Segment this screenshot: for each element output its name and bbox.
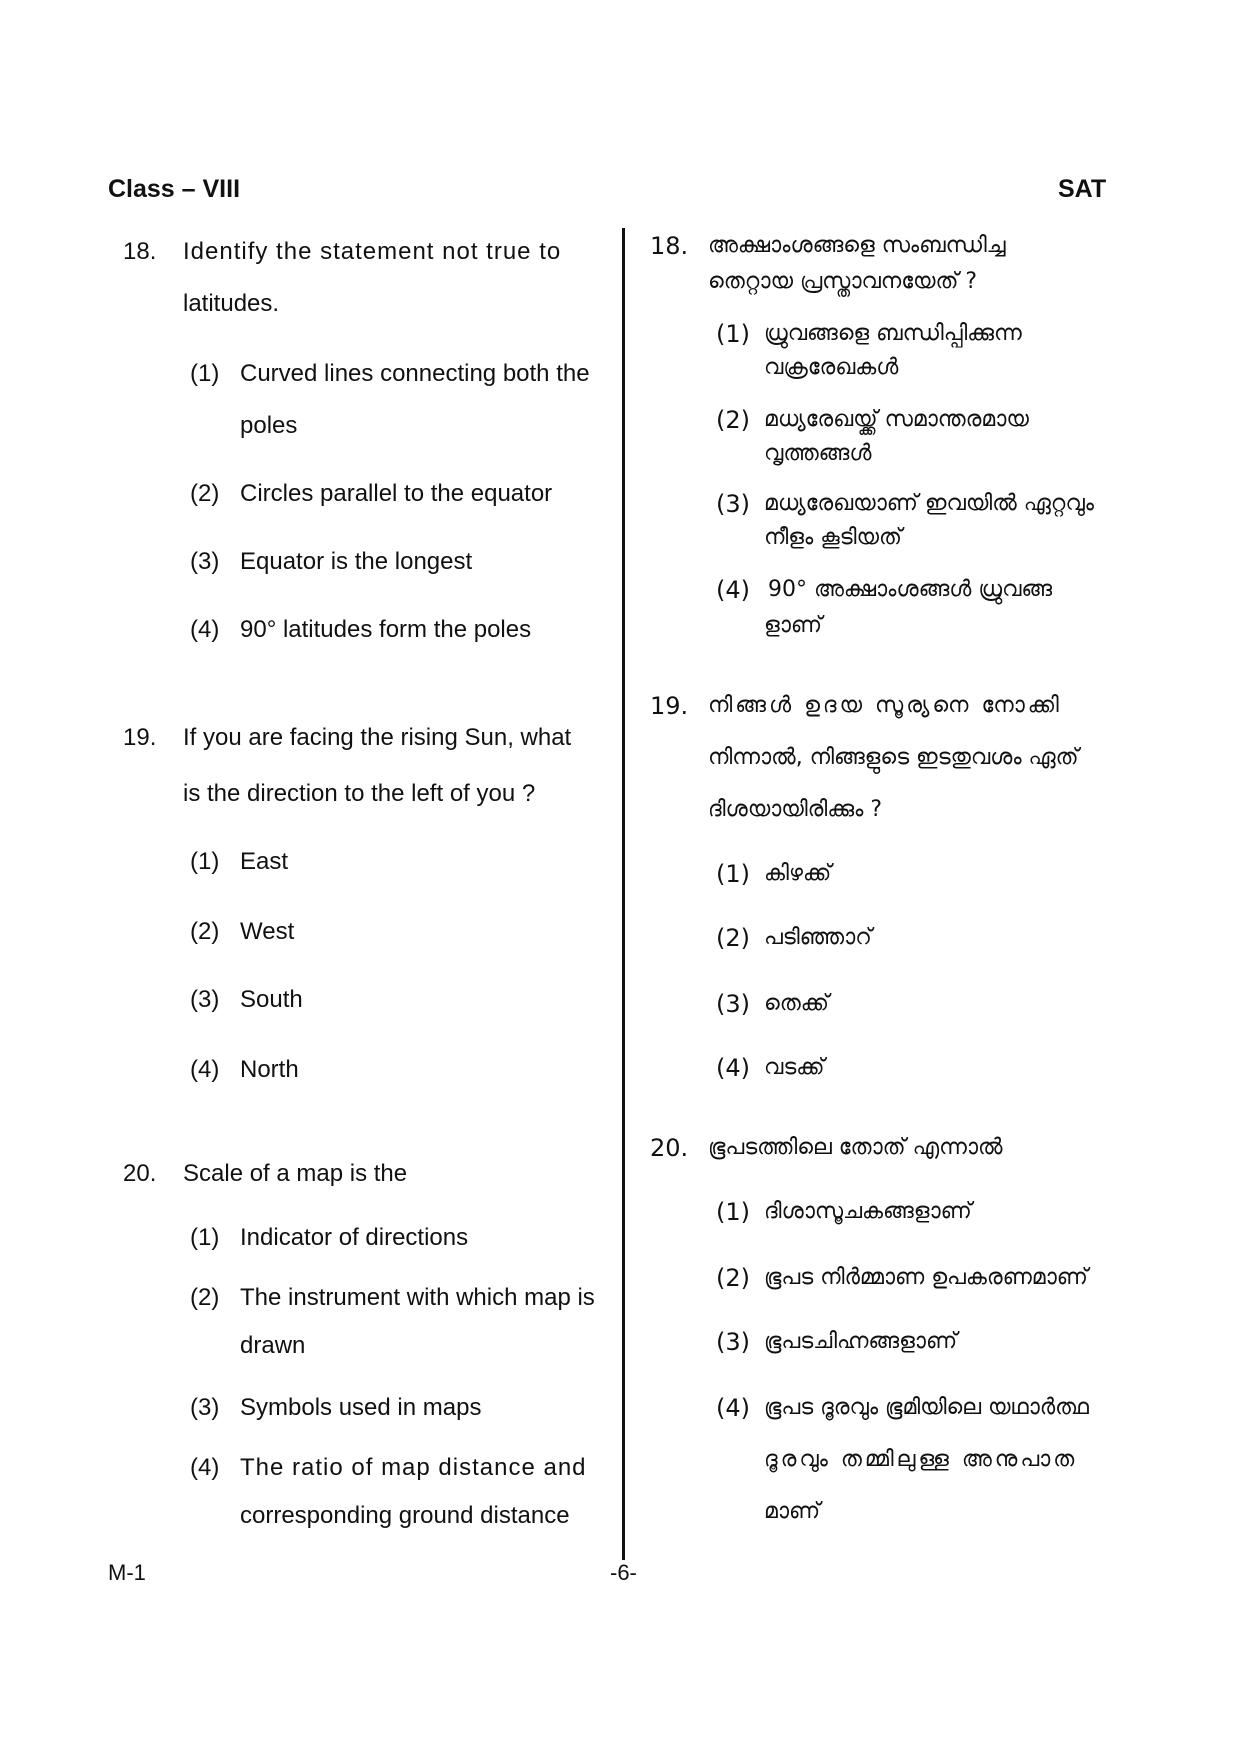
option-text: ഭൂപട ദൂരവും ഭൂമിയിലെ യഥാർത്ഥ <box>764 1395 1089 1420</box>
question-number: 18. <box>123 238 157 265</box>
option-text: South <box>240 986 303 1013</box>
option-text: വടക്ക് <box>764 1055 825 1080</box>
option-text: Symbols used in maps <box>240 1394 482 1421</box>
option-text: poles <box>240 412 298 439</box>
question-number: 19. <box>650 692 689 720</box>
option-text: വൃത്തങ്ങൾ <box>764 441 872 466</box>
option-number: (2) <box>190 1284 220 1311</box>
option-text: മധ്യരേഖയ്ക്ക് സമാന്തരമായ <box>764 407 1029 432</box>
option-text: 90° latitudes form the poles <box>240 616 532 643</box>
option-number: (1) <box>716 860 750 888</box>
option-text: North <box>240 1056 299 1083</box>
question-number: 18. <box>650 232 689 260</box>
question-number: 20. <box>650 1134 689 1162</box>
option-text: മാണ് <box>764 1499 821 1524</box>
question-text: ദിശയായിരിക്കും ? <box>708 797 882 822</box>
option-text: Circles parallel to the equator <box>240 480 553 507</box>
option-number: (3) <box>190 986 220 1013</box>
option-number: (4) <box>716 1394 750 1422</box>
option-number: (1) <box>190 1224 220 1251</box>
option-text: വക്രരേഖകൾ <box>764 355 899 380</box>
column-divider <box>622 228 625 1560</box>
option-number: (3) <box>716 990 750 1018</box>
option-text: കിഴക്ക് <box>764 861 832 886</box>
paper-code: M-1 <box>108 1560 146 1585</box>
option-text: ദൂരവും തമ്മിലുള്ള അനുപാത <box>764 1447 1078 1472</box>
option-text: മധ്യരേഖയാണ് ഇവയിൽ ഏറ്റവും <box>764 491 1094 516</box>
option-number: (2) <box>190 918 220 945</box>
option-text: ദിശാസൂചകങ്ങളാണ് <box>764 1199 972 1224</box>
option-number: (4) <box>716 1054 750 1082</box>
option-number: (4) <box>716 576 750 604</box>
question-text: ഭൂപടത്തിലെ തോത് എന്നാൽ <box>708 1135 1003 1160</box>
option-text: Equator is the longest <box>240 548 473 575</box>
option-text: The instrument with which map is <box>240 1284 595 1311</box>
option-number: (1) <box>190 360 220 387</box>
option-number: (3) <box>190 1394 220 1421</box>
option-number: (2) <box>716 406 750 434</box>
option-number: (4) <box>190 1056 220 1083</box>
option-text: ധ്രുവങ്ങളെ ബന്ധിപ്പിക്കുന്ന <box>764 321 1022 346</box>
option-number: (3) <box>716 490 750 518</box>
question-text: Scale of a map is the <box>183 1160 408 1187</box>
option-text: 90° അക്ഷാംശങ്ങൾ ധ്രുവങ്ങ <box>768 577 1053 602</box>
option-text: Curved lines connecting both the <box>240 360 590 387</box>
option-number: (4) <box>190 616 220 643</box>
option-text: തെക്ക് <box>764 991 829 1016</box>
question-text: അക്ഷാംശങ്ങളെ സംബന്ധിച്ച <box>708 233 1006 258</box>
exam-label: SAT <box>1058 175 1107 203</box>
option-number: (2) <box>190 480 220 507</box>
option-text: ഭൂപട നിർമ്മാണ ഉപകരണമാണ് <box>764 1265 1088 1290</box>
option-number: (2) <box>716 1264 750 1292</box>
question-text: is the direction to the left of you ? <box>183 780 536 807</box>
option-text: East <box>240 848 289 875</box>
option-number: (3) <box>190 548 220 575</box>
option-text: drawn <box>240 1332 306 1359</box>
option-number: (2) <box>716 924 750 952</box>
question-text: latitudes. <box>183 290 280 317</box>
option-text: The ratio of map distance and <box>240 1454 587 1481</box>
option-text: West <box>240 918 295 945</box>
option-text: corresponding ground distance <box>240 1502 570 1529</box>
question-text: നിന്നാൽ, നിങ്ങളുടെ ഇടതുവശം ഏത് <box>708 745 1079 770</box>
question-number: 19. <box>123 724 157 751</box>
option-text: Indicator of directions <box>240 1224 469 1251</box>
page-number: -6- <box>610 1560 637 1585</box>
question-text: തെറ്റായ പ്രസ്താവനയേത് ? <box>708 269 978 294</box>
question-text: Identify the statement not true to <box>183 238 562 265</box>
option-text: പടിഞ്ഞാറ് <box>764 925 872 950</box>
question-text: നിങ്ങൾ ഉദയ സൂര്യനെ നോക്കി <box>708 693 1062 718</box>
option-number: (1) <box>716 1198 750 1226</box>
option-text: ഭൂപടചിഹ്നങ്ങളാണ് <box>764 1329 958 1354</box>
option-number: (1) <box>190 848 220 875</box>
option-number: (1) <box>716 320 750 348</box>
option-number: (3) <box>716 1328 750 1356</box>
question-number: 20. <box>123 1160 157 1187</box>
option-text: നീളം കൂടിയത് <box>764 525 902 550</box>
option-text: ളാണ് <box>764 613 822 638</box>
class-label: Class – VIII <box>108 175 241 203</box>
option-number: (4) <box>190 1454 220 1481</box>
question-text: If you are facing the rising Sun, what <box>183 724 572 751</box>
